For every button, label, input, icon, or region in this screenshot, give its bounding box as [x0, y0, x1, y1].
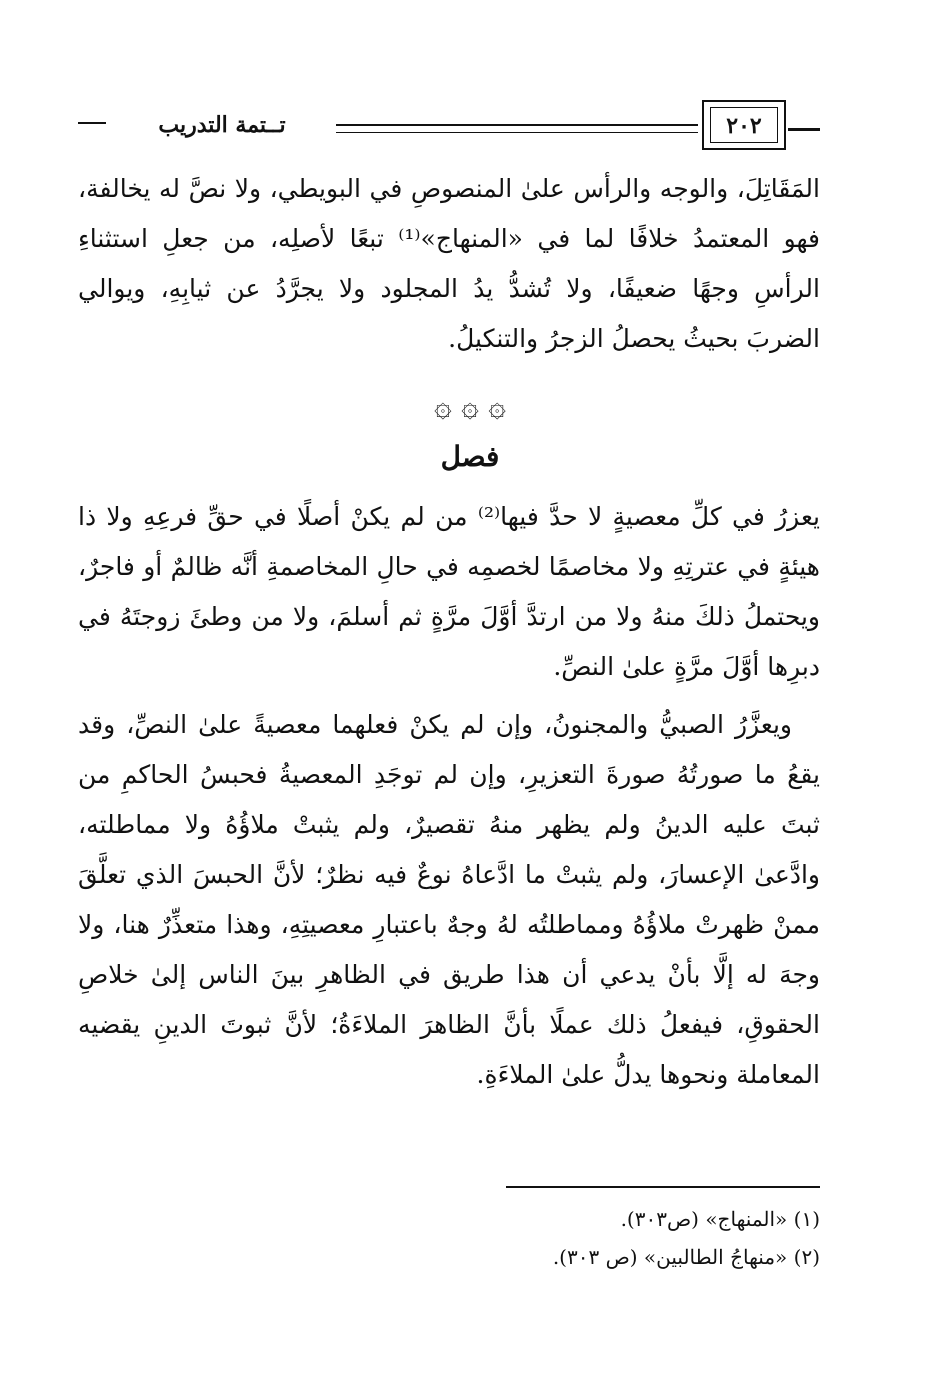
- header-rule-right: [788, 128, 820, 131]
- footnote-separator: [506, 1186, 820, 1188]
- paragraph-2: [78, 492, 820, 692]
- page-number-box: [702, 100, 786, 150]
- page-number: ٢٠٢: [710, 107, 778, 143]
- paragraph-continuation: [78, 164, 820, 364]
- section-heading: فصل: [440, 440, 500, 473]
- section-divider-ornaments: ۞ ۞ ۞: [434, 389, 506, 424]
- header-rule-left: [78, 122, 106, 124]
- footnote-1: (١) «المنهاج» (ص٣٠٣).: [620, 1207, 820, 1231]
- header-rule-middle: [336, 124, 698, 133]
- paragraph-1-text: المَقَاتِلَ، والوجه والرأس علىٰ المنصوصِ في البويطي، ولا نصَّ له يخالفة، فهو المعتمدُ خلافًا لما في «المنهاج»⁽¹⁾ تبعًا لأصلِه، من جعلِ استثناءِ الرأسِ وجهًا ضعيفًا، ولا تُشدُّ يدُ المجلود ولا يجرَّدُ عن ثيابِهِ، ويوالي الضربَ بحيثُ يحصلُ الزجرُ والتنكيلُ.: [78, 174, 820, 353]
- page-header: [78, 98, 820, 158]
- running-title: تــتمة التدريب: [158, 112, 286, 138]
- footnotes: [78, 1200, 820, 1276]
- paragraph-2-text: يعزرُ في كلِّ معصيةٍ لا حدَّ فيها⁽²⁾ من لم يكنْ أصلًا في حقِّ فرعِهِ ولا ذا هيئةٍ في عترتِهِ ولا مخاصمًا لخصمِه في حالِ المخاصمةِ أنَّه ظالمٌ أو فاجرٌ، ويحتملُ ذلكَ منهُ ولا من ارتدَّ أوَّلَ مرَّةٍ ثم أسلمَ، ولا من وطئَ زوجتَهُ في دبرِها أوَّلَ مرَّةٍ علىٰ النصِّ.: [78, 502, 820, 681]
- paragraph-3: [78, 700, 820, 1100]
- paragraph-3-text: ويعزَّرُ الصبيُّ والمجنونُ، وإن لم يكنْ فعلهما معصيةً علىٰ النصِّ، وقد يقعُ ما صورتُهُ صورةَ التعزيرِ، وإن لم توجَدِ المعصيةُ فحبسُ الحاكمِ من ثبتَ عليه الدينُ ولم يظهر منهُ تقصيرٌ، ولم يثبتْ ملاؤُهُ ولا مماطلته، وادَّعىٰ الإعسارَ، ولم يثبتْ ما ادَّعاهُ نوعٌ فيه نظرٌ؛ لأنَّ الحبسَ الذي تعلَّقَ ممنْ ظهرتْ ملاؤُهُ ومماطلتُه لهُ وجهٌ باعتبارِ معصيتِهِ، وهذا متعذِّرٌ هنا، ولا وجهَ له إلَّا بأنْ يدعي أن هذا طريق في الظاهرِ بينَ الناس إلىٰ خلاصِ الحقوقِ، فيفعلُ ذلك عملًا بأنَّ الظاهرَ الملاءَةُ؛ لأنَّ ثبوتَ الدينِ يقضيه المعاملة ونحوها يدلُّ علىٰ الملاءَةِ.: [78, 710, 820, 1089]
- footnote-2: (٢) «منهاجُ الطالبين» (ص ٣٠٣).: [552, 1245, 820, 1269]
